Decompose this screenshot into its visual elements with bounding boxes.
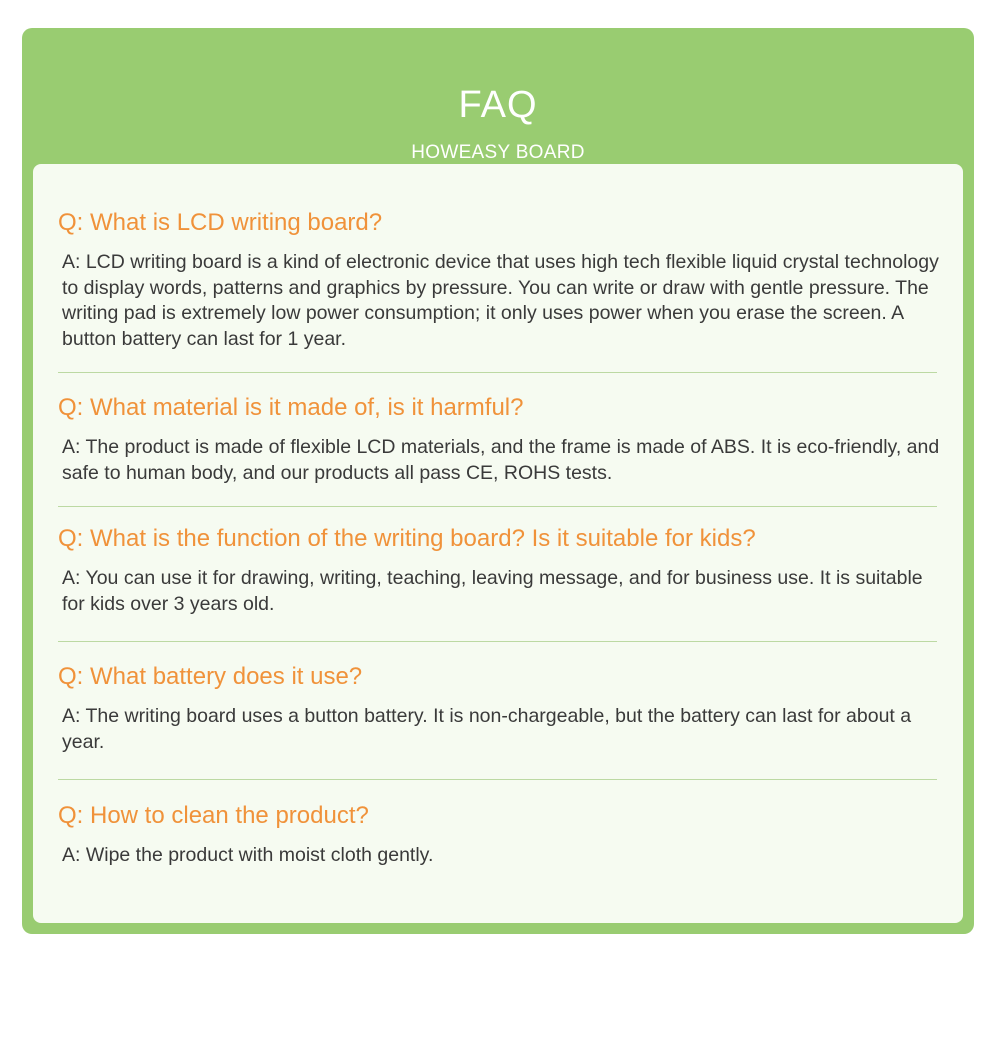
faq-item-function (58, 524, 938, 617)
faq-divider (58, 506, 937, 507)
faq-subtitle: HOWEASY BOARD (411, 142, 585, 163)
faq-item-battery (58, 662, 938, 755)
faq-question: Q: What battery does it use? (58, 663, 363, 690)
faq-title: FAQ (458, 84, 538, 126)
faq-question: Q: What is the function of the writing board? Is it suitable for kids? (58, 525, 756, 552)
faq-item-lcd-board (58, 208, 938, 352)
faq-item-cleaning (58, 801, 938, 869)
faq-panel (33, 164, 963, 923)
faq-question: Q: What material is it made of, is it harmful? (58, 394, 524, 421)
faq-divider (58, 779, 937, 780)
faq-question: Q: How to clean the product? (58, 802, 369, 829)
faq-answer: A: The product is made of flexible LCD materials, and the frame is made of ABS. It is eco-friendly, and safe to human body, and our products all pass CE, ROHS tests. (62, 436, 940, 484)
faq-item-material (58, 393, 938, 486)
faq-answer: A: You can use it for drawing, writing, teaching, leaving message, and for business use. It is suitable for kids over 3 years old. (62, 567, 923, 615)
faq-question: Q: What is LCD writing board? (58, 209, 383, 236)
faq-answer: A: The writing board uses a button battery. It is non-chargeable, but the battery can last for about a year. (62, 705, 912, 753)
faq-divider (58, 372, 937, 373)
faq-answer: A: LCD writing board is a kind of electronic device that uses high tech flexible liquid crystal technology to display words, patterns and graphics by pressure. You can write or draw with gentle pressure. The writing pad is extremely low power consumption; it only uses power when you erase the screen. A button battery can last for 1 year. (62, 251, 939, 350)
faq-card (22, 28, 974, 934)
faq-divider (58, 641, 937, 642)
faq-answer: A: Wipe the product with moist cloth gently. (62, 844, 434, 866)
